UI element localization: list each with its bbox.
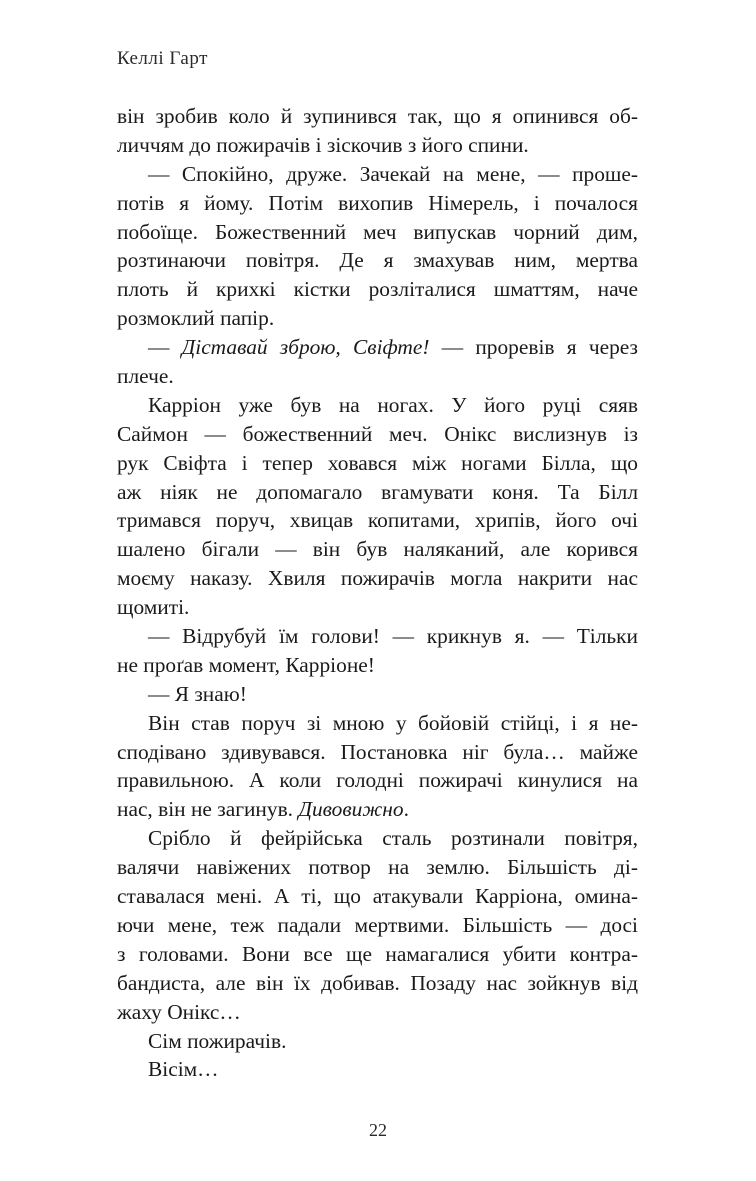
text-line: плоть й крихкі кістки розліталися шматтям, наче [117, 277, 638, 302]
text-line: рук Свіфта і тепер ховався між ногами Білла, що [117, 450, 638, 475]
text-fragment: нас, він не загинув. [117, 797, 299, 822]
text-line [117, 795, 638, 824]
italic-phrase: Дивовижно [298, 797, 404, 822]
text-line: Він став поруч зі мною у бойовій стійці, і я не- [148, 710, 638, 735]
text-line: Вісім… [148, 1057, 219, 1082]
text-line: правильною. А коли голодні пожирачі кинулися на [117, 768, 638, 793]
text-fragment: — проревів я через [429, 335, 638, 360]
running-header: Келлі Гарт [117, 48, 208, 69]
text-line: розмоклий папір. [117, 306, 275, 331]
text-line: — Я знаю! [148, 681, 247, 706]
text-line: щомиті. [117, 595, 190, 620]
text-line: плече. [117, 364, 174, 389]
text-fragment: . [403, 797, 409, 822]
text-line: сподівано здивувався. Постановка ніг була… майже [117, 739, 638, 764]
body-text [117, 102, 638, 1084]
dash: — [148, 335, 182, 360]
text-line: — Спокійно, друже. Зачекай на мене, — проше- [148, 161, 638, 186]
italic-phrase: Діставай зброю, Свіфте! [181, 335, 430, 360]
text-line: з головами. Вони все ще намагалися убити контра- [117, 941, 638, 966]
text-line: ючи мене, теж падали мертвими. Більшість — досі [117, 912, 638, 937]
text-line: Срібло й фейрійська сталь розтинали повітря, [148, 826, 638, 851]
text-line: моєму наказу. Хвиля пожирачів могла накрити нас [117, 566, 638, 591]
text-line: Карріон уже був на ногах. У його руці сяяв [148, 392, 638, 417]
text-line: побоїще. Божественний меч випускав чорний дим, [117, 219, 638, 244]
text-line [117, 333, 638, 362]
text-line: Сім пожирачів. [148, 1028, 287, 1053]
text-line: тримався поруч, хвицав копитами, хрипів, його очі [117, 508, 638, 533]
text-line: ставалася мені. А ті, що атакували Карріона, омина- [117, 884, 638, 909]
text-line: розтинаючи повітря. Де я змахував ним, мертва [117, 248, 638, 273]
text-line: личчям до пожирачів і зіскочив з його спини. [117, 132, 529, 157]
text-line: аж ніяк не допомагало вгамувати коня. Та Білл [117, 479, 638, 504]
text-line: Саймон — божественний меч. Онікс вислизнув із [117, 421, 638, 446]
text-line: валячи навіжених потвор на землю. Більшість ді- [117, 855, 638, 880]
text-line: жаху Онікс… [117, 999, 241, 1024]
page-number: 22 [369, 1120, 387, 1140]
text-line: бандиста, але він їх добивав. Позаду нас зойкнув від [117, 970, 638, 995]
text-line: він зробив коло й зупинився так, що я опинився об- [117, 104, 638, 128]
text-line: потів я йому. Потім вихопив Німерель, і почалося [117, 190, 638, 215]
text-line: не проґав момент, Карріоне! [117, 652, 375, 677]
text-line: — Відрубуй їм голови! — крикнув я. — Тільки [148, 624, 638, 649]
text-line: шалено бігали — він був наляканий, але корився [117, 537, 638, 562]
